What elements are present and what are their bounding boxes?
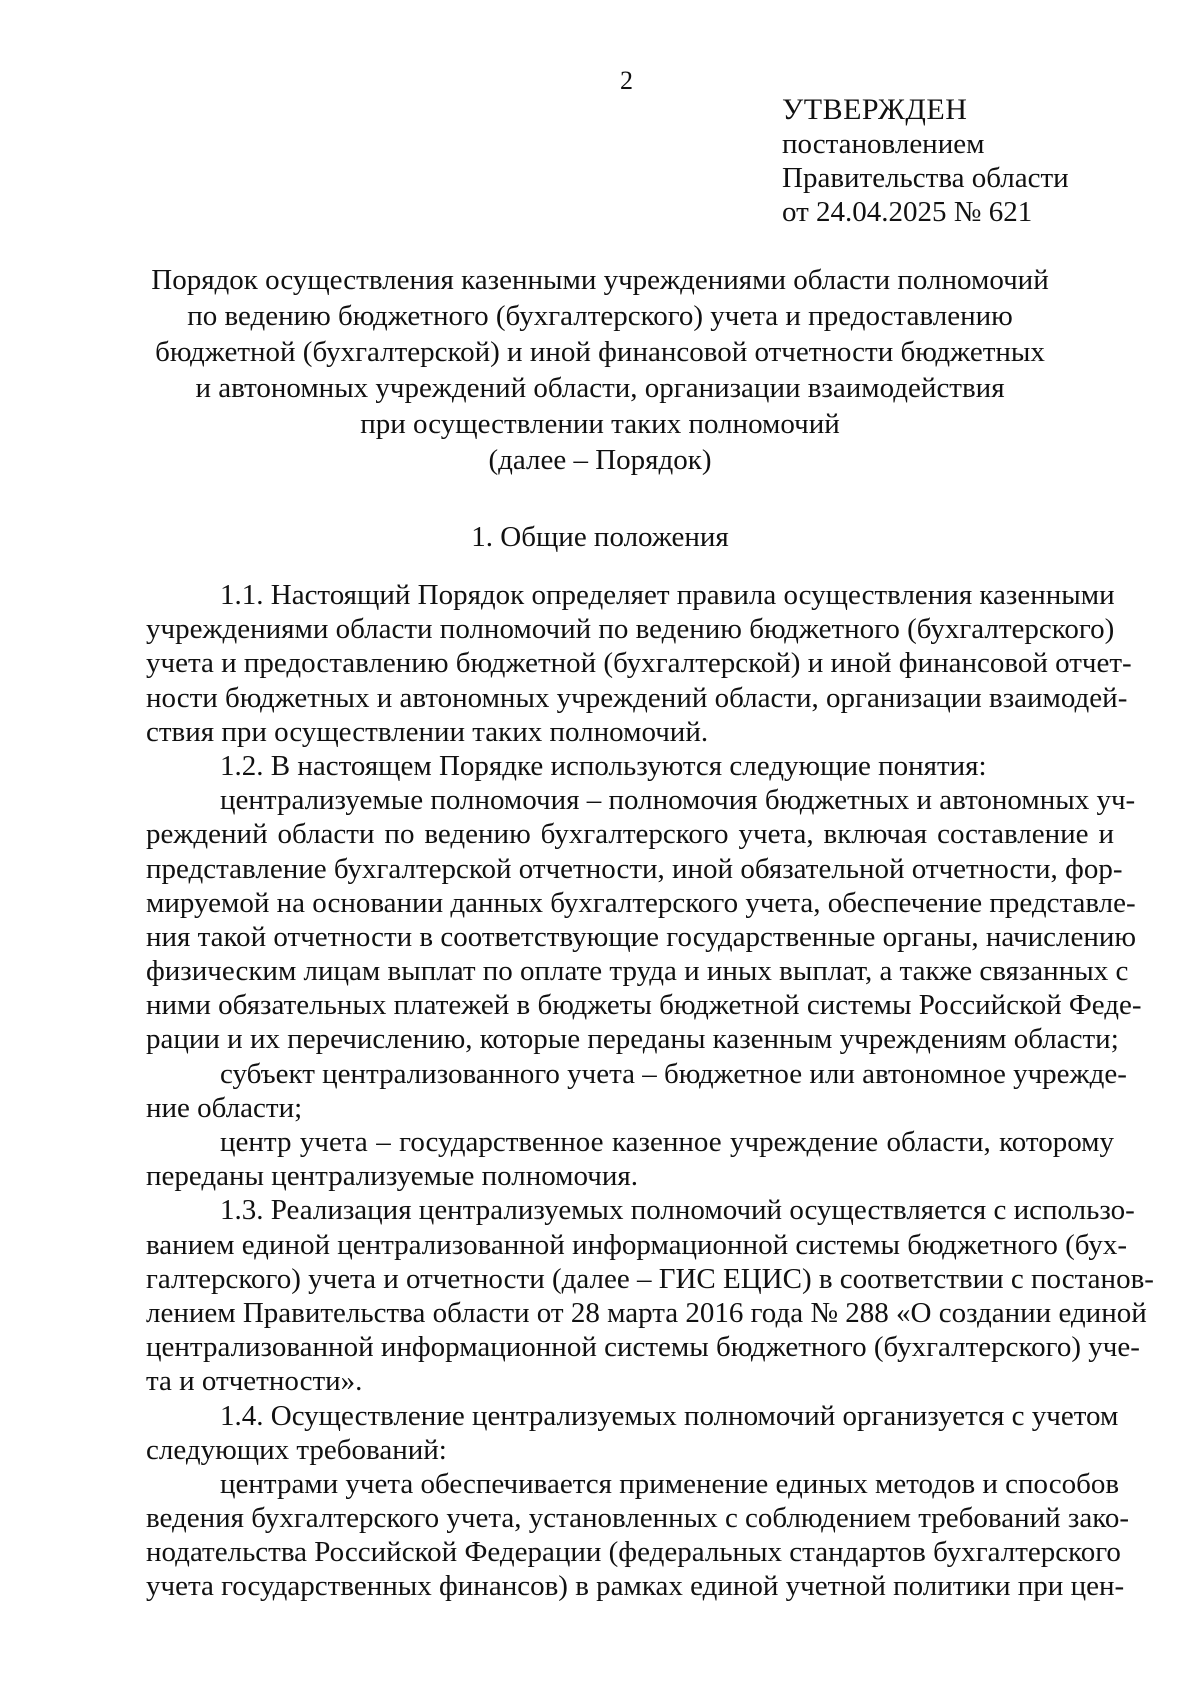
body-line: физическим лицам выплат по оплате труда и иных выплат, а также связанных с bbox=[146, 955, 1129, 988]
body-line: ния такой отчетности в соответствующие государственные органы, начислению bbox=[146, 920, 1137, 953]
body-line: ванием единой централизованной информационной системы бюджетного (бух- bbox=[146, 1228, 1128, 1261]
title-line: Порядок осуществления казенными учреждениями области полномочий bbox=[151, 264, 1049, 296]
body-line: лением Правительства области от 28 марта 2016 года № 288 «О создании единой bbox=[146, 1296, 1147, 1329]
body-line: ние области; bbox=[146, 1091, 303, 1124]
section-heading: 1. Общие положения bbox=[471, 521, 729, 553]
approval-line-1: постановлением bbox=[782, 128, 985, 160]
document-body bbox=[146, 578, 1154, 1604]
title-line: при осуществлении таких полномочий bbox=[360, 408, 840, 440]
body-line: 1.1. Настоящий Порядок определяет правила осуществления казенными bbox=[220, 579, 1115, 611]
body-line: ними обязательных платежей в бюджеты бюджетной системы Российской Феде- bbox=[146, 989, 1142, 1022]
approval-line-2: Правительства области bbox=[782, 162, 1069, 194]
body-line: 1.2. В настоящем Порядке используются следующие понятия: bbox=[220, 749, 987, 782]
body-line: субъект централизованного учета – бюджетное или автономное учрежде- bbox=[220, 1057, 1127, 1090]
body-line: учреждениями области полномочий по ведению бюджетного (бухгалтерского) bbox=[146, 613, 1115, 646]
body-line: рации и их перечислению, которые переданы казенным учреждениям области; bbox=[146, 1023, 1119, 1056]
body-line: централизуемые полномочия – полномочия бюджетных и автономных уч- bbox=[220, 784, 1136, 817]
body-line: ведения бухгалтерского учета, установленных с соблюдением требований зако- bbox=[146, 1502, 1130, 1535]
body-line: 1.3. Реализация централизуемых полномочий осуществляется с использо- bbox=[220, 1194, 1135, 1227]
body-line: переданы централизуемые полномочия. bbox=[146, 1160, 638, 1193]
body-line: представление бухгалтерской отчетности, иной обязательной отчетности, фор- bbox=[146, 852, 1123, 885]
body-line: галтерского) учета и отчетности (далее – ГИС ЕЦИС) в соответствии с постанов- bbox=[146, 1262, 1154, 1295]
body-line: учета и предоставлению бюджетной (бухгалтерской) и иной финансовой отчет- bbox=[146, 647, 1132, 680]
page-number: 2 bbox=[620, 66, 633, 95]
title-line: и автономных учреждений области, организации взаимодействия bbox=[195, 372, 1005, 404]
document-title bbox=[150, 262, 1050, 478]
body-line: центр учета – государственное казенное учреждение области, которому bbox=[220, 1126, 1114, 1158]
approval-heading: УТВЕРЖДЕН bbox=[782, 93, 968, 126]
approval-line-3: от 24.04.2025 № 621 bbox=[782, 196, 1033, 228]
body-line: мируемой на основании данных бухгалтерского учета, обеспечение представле- bbox=[146, 886, 1136, 919]
body-line: централизованной информационной системы бюджетного (бухгалтерского) уче- bbox=[146, 1331, 1140, 1364]
body-line: ствия при осуществлении таких полномочий. bbox=[146, 715, 709, 748]
body-line: нодательства Российской Федерации (федеральных стандартов бухгалтерского bbox=[146, 1536, 1121, 1569]
body-line: 1.4. Осуществление централизуемых полномочий организуется с учетом bbox=[220, 1399, 1119, 1432]
title-line: бюджетной (бухгалтерской) и иной финансовой отчетности бюджетных bbox=[155, 336, 1045, 368]
title-line: по ведению бюджетного (бухгалтерского) учета и предоставлению bbox=[187, 300, 1013, 332]
approval-stamp-block bbox=[782, 93, 1069, 229]
body-line: центрами учета обеспечивается применение единых методов и способов bbox=[220, 1467, 1120, 1500]
body-line: реждений области по ведению бухгалтерского учета, включая составление и bbox=[146, 818, 1114, 851]
body-line: следующих требований: bbox=[146, 1433, 447, 1466]
body-line: та и отчетности». bbox=[146, 1365, 363, 1398]
title-line: (далее – Порядок) bbox=[488, 444, 712, 476]
body-line: учета государственных финансов) в рамках единой учетной политики при цен- bbox=[146, 1570, 1125, 1603]
body-line: ности бюджетных и автономных учреждений области, организации взаимодей- bbox=[146, 681, 1128, 714]
